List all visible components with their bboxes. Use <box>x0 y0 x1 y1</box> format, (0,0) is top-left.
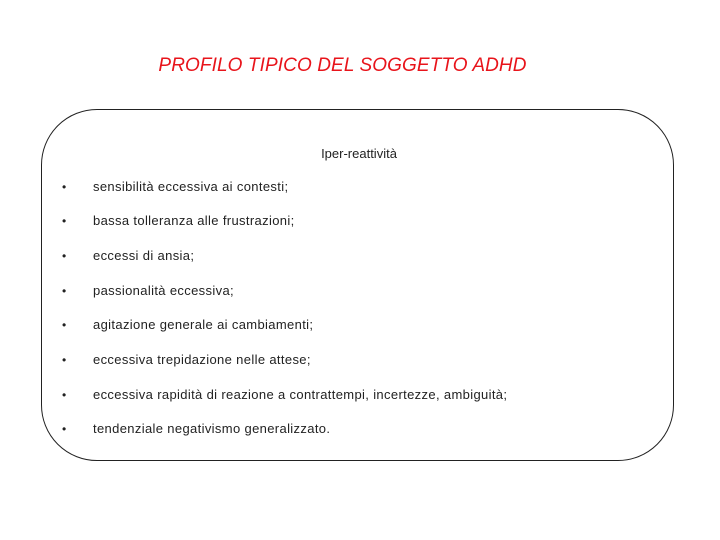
list-item-text: tendenziale negativismo generalizzato. <box>93 421 331 436</box>
list-item-text: agitazione generale ai cambiamenti; <box>93 317 314 332</box>
list-item <box>62 283 234 298</box>
slide-title: PROFILO TIPICO DEL SOGGETTO ADHD <box>158 55 527 76</box>
bullet-icon: • <box>62 422 67 436</box>
bullet-icon: • <box>62 318 67 332</box>
list-item-text: eccessiva rapidità di reazione a contrattempi, incertezze, ambiguità; <box>93 387 508 402</box>
list-item-text: eccessiva trepidazione nelle attese; <box>93 352 311 367</box>
list-item-text: passionalità eccessiva; <box>93 283 235 298</box>
list-item <box>62 387 507 402</box>
bullet-icon: • <box>62 388 67 402</box>
list-item-text: eccessi di ansia; <box>93 248 195 263</box>
bullet-icon: • <box>62 214 67 228</box>
list-item <box>62 248 194 263</box>
list-item <box>62 317 313 332</box>
bullet-icon: • <box>62 180 67 194</box>
box-subtitle: Iper-reattività <box>321 146 397 161</box>
list-item <box>62 213 295 228</box>
list-item-text: sensibilità eccessiva ai contesti; <box>93 179 289 194</box>
bullet-icon: • <box>62 249 67 263</box>
list-item <box>62 352 311 367</box>
list-item-text: bassa tolleranza alle frustrazioni; <box>93 213 295 228</box>
bullet-icon: • <box>62 284 67 298</box>
list-item <box>62 421 330 436</box>
list-item <box>62 179 288 194</box>
bullet-icon: • <box>62 353 67 367</box>
